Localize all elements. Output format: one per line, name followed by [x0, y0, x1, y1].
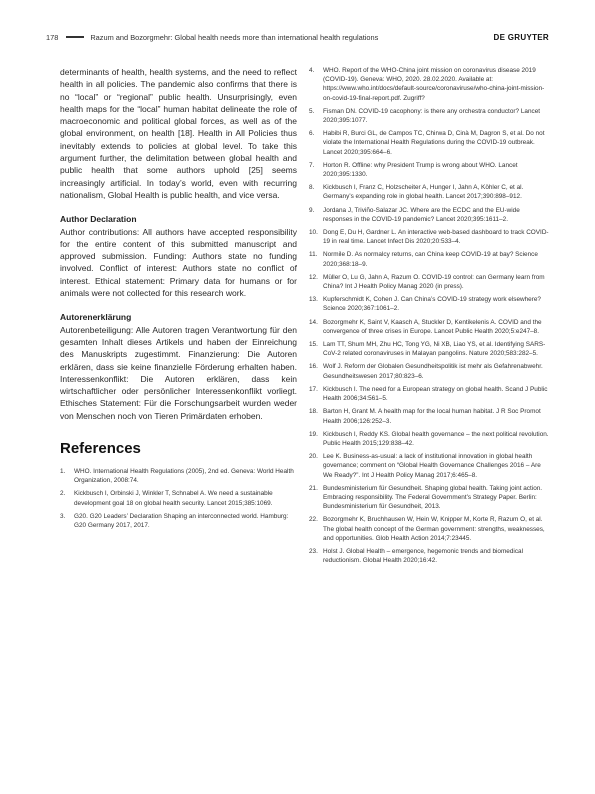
- reference-text: G20. G20 Leaders’ Declaration Shaping an interconnected world. Hamburg: G20 Germany 2017, 2017.: [74, 512, 289, 530]
- reference-number: 22.: [309, 516, 318, 524]
- reference-text: Holst J. Global Health – emergence, hegemonic trends and biomedical reductionism. Global Health 2020;16:42.: [323, 547, 523, 565]
- reference-text: Dong E, Du H, Gardner L. An interactive web-based dashboard to track COVID-19 in real time. Lancet Infect Dis 2020;20:533–4.: [323, 229, 549, 246]
- reference-list-right: [309, 66, 549, 565]
- reference-number: 17.: [309, 385, 318, 393]
- reference-item: [60, 512, 297, 530]
- reference-number: 12.: [309, 273, 318, 281]
- reference-item: [309, 362, 549, 380]
- autorenerklaerung-heading: Autorenerklärung: [60, 312, 132, 323]
- references-heading: References: [60, 440, 141, 458]
- reference-number: 13.: [309, 296, 318, 304]
- reference-number: 6.: [309, 130, 315, 138]
- reference-number: 4.: [309, 67, 315, 74]
- reference-item: [309, 161, 549, 179]
- reference-text: Kickbusch I, Franz C, Holzscheiter A, Hunger I, Jahn A, Köhler C, et al. Germany’s expanding role in global health. Lancet 2017;390:898–912.: [323, 184, 524, 201]
- reference-number: 3.: [60, 512, 66, 520]
- reference-item: [60, 467, 297, 485]
- reference-text: Kickbusch I, Reddy KS. Global health governance – the next political revolution. Public Health 2015;129:838–42.: [323, 430, 549, 447]
- reference-item: [309, 340, 549, 358]
- reference-item: [309, 407, 549, 425]
- publisher-logo: DE GRUYTER: [493, 32, 549, 42]
- reference-number: 11.: [309, 251, 318, 259]
- reference-item: [60, 489, 297, 507]
- reference-item: [309, 547, 549, 565]
- reference-item: [309, 385, 549, 403]
- reference-item: [309, 66, 549, 103]
- reference-text: Lee K. Business-as-usual: a lack of institutional innovation in global health governance; comment on “Global Health Governance Challenges 2016 – Are We Ready?”. Int J Health Policy Manag 2017;6:465–8.: [323, 453, 541, 479]
- reference-number: 1.: [60, 468, 66, 476]
- body-paragraph: determinants of health, health systems, and the need to reflect health in all policies. The pandemic also confirms that there is no “local” or “regional” public health. Unsurprisingly, even health maps for the “local” human habitat delineate the role of macroeconomic and political global forces, as well as of the global environment, on health [18]. Health in All Policies thus inevitably extends to policies at global level. To take this argument further, the delimitation between global health and public health that some authors uphold [25] seems increasingly artificial. In today’s world, even with recurring nationalism, Global Health is public health, and vice versa.: [60, 67, 297, 200]
- reference-text: Bozorgmehr K, Bruchhausen W, Hein W, Knipper M, Korte R, Razum O, et al. The global health concept of the German government: strengths, weaknesses, and opportunities. Glob Health Action 2014;7:23445.: [323, 516, 545, 542]
- reference-number: 9.: [309, 206, 315, 214]
- page-number: 178: [46, 32, 59, 42]
- reference-number: 19.: [309, 430, 318, 438]
- reference-item: [309, 107, 549, 125]
- reference-text: WHO. Report of the WHO-China joint mission on coronavirus disease 2019 (COVID-19). Geneva: WHO, 2020. 28.02.2020. Available at: https://www.who.int/docs/default-source/coronaviruse/who-china-joint-mission-on-covid-19-final-report.pdf. Zugriff?: [323, 67, 545, 102]
- reference-text: Fisman DN. COVID-19 cacophony: is there any orchestra conductor? Lancet 2020;395:1077.: [323, 107, 541, 125]
- author-declaration-heading: Author Declaration: [60, 214, 137, 225]
- reference-item: [309, 318, 549, 336]
- reference-item: [309, 515, 549, 543]
- reference-number: 23.: [309, 547, 318, 555]
- reference-text: Habibi R, Burci GL, de Campos TC, Chirwa D, Cinà M, Dagron S, et al. Do not violate the International Health Regulations during the COVID-19 outbreak. Lancet 2020;395:664–6.: [323, 130, 545, 156]
- reference-number: 10.: [309, 229, 318, 237]
- reference-text: Jordana J, Triviño-Salazar JC. Where are the ECDC and the EU-wide responses in the COVID-19 pandemic? Lancet 2020;395:1611–2.: [323, 206, 520, 223]
- reference-text: Barton H, Grant M. A health map for the local human habitat. J R Soc Promot Health 2006;126:252–3.: [323, 408, 541, 425]
- reference-text: WHO. International Health Regulations (2005), 2nd ed. Geneva: World Health Organization, 2008:74.: [74, 468, 294, 485]
- left-column: [60, 66, 297, 534]
- reference-item: [309, 206, 549, 224]
- header-dash: [66, 36, 84, 38]
- reference-text: Müller O, Lu G, Jahn A, Razum O. COVID-19 control: can Germany learn from China? Int J Health Policy Manag 2020 (in press).: [323, 273, 545, 291]
- autorenerklaerung-text: Autorenbeteiligung: Alle Autoren tragen Verantwortung für den gesamten Inhalt dieses Artikels und haben der Einreichung des Manuskripts zugestimmt. Finanzierung: Die Autoren erklären, dass sie keine finanzielle Förderung erhalten haben. Interessenkonflikt: Die Autoren erklären, dass kein wirtschaftlicher oder persönlicher Interessenkonflikt vorliegt. Ethisches Statement: Für die Forschungsarbeit wurden weder von Menschen noch von Tieren Primärdaten erhoben.: [60, 324, 297, 421]
- reference-text: Bundesministerium für Gesundheit. Shaping global health. Taking joint action. Embracing responsibility. The Federal Government’s Strategy Paper. Berlin: Bundesministerium für Gesundheit, 2013.: [323, 484, 543, 511]
- right-column: [309, 66, 549, 569]
- running-title: Razum and Bozorgmehr: Global health needs more than international health regulations: [90, 32, 379, 42]
- reference-item: [309, 484, 549, 512]
- reference-text: Horton R. Offline: why President Trump is wrong about WHO. Lancet 2020;395:1330.: [323, 161, 518, 179]
- reference-text: Kickbusch I, Orbinski J, Winkler T, Schnabel A. We need a sustainable development goal 18 on global health security. Lancet 2015;385:1069.: [74, 490, 273, 507]
- reference-number: 14.: [309, 318, 318, 326]
- reference-number: 5.: [309, 107, 315, 115]
- reference-text: Normile D. As normalcy returns, can China keep COVID-19 at bay? Science 2020;368:18–9.: [323, 251, 538, 268]
- reference-item: [309, 452, 549, 480]
- reference-number: 7.: [309, 161, 315, 169]
- reference-item: [309, 430, 549, 448]
- reference-item: [309, 129, 549, 157]
- reference-number: 2.: [60, 490, 66, 498]
- running-header: [46, 30, 549, 44]
- reference-item: [309, 273, 549, 291]
- reference-item: [309, 228, 549, 246]
- reference-number: 15.: [309, 341, 318, 349]
- reference-number: 8.: [309, 184, 315, 192]
- reference-number: 18.: [309, 408, 318, 416]
- reference-item: [309, 183, 549, 201]
- reference-item: [309, 250, 549, 268]
- reference-number: 20.: [309, 453, 318, 461]
- author-declaration-text: Author contributions: All authors have accepted responsibility for the entire content of this submitted manuscript and approved submission. Funding: Authors state no funding involved. Conflict of interest: Authors state no conflict of interest. Ethical statement: Primary data for humans or for animals were not collected for this research work.: [60, 226, 297, 299]
- reference-text: Lam TT, Shum MH, Zhu HC, Tong YG, Ni XB, Liao YS, et al. Identifying SARS-CoV-2 related coronaviruses in Malayan pangolins. Nature 2020;583:282–5.: [323, 341, 546, 358]
- reference-number: 21.: [309, 484, 318, 492]
- reference-text: Kupferschmidt K, Cohen J. Can China’s COVID-19 strategy work elsewhere? Science 2020;367:1061–2.: [323, 296, 541, 313]
- reference-text: Wolf J. Reform der Globalen Gesundheitspolitik ist mehr als Gefahrenabwehr. Gesundheitswesen 2017;80:823–6.: [323, 363, 543, 380]
- reference-text: Kickbusch I. The need for a European strategy on global health. Scand J Public Health 2006;34:561–5.: [323, 385, 548, 403]
- reference-number: 16.: [309, 363, 318, 371]
- reference-list-left: [60, 467, 297, 530]
- reference-item: [309, 295, 549, 313]
- reference-text: Bozorgmehr K, Saint V, Kaasch A, Stuckler D, Kentikelenis A. COVID and the convergence of three crises in Europe. Lancet Public Health 2020;5:e247–8.: [323, 318, 542, 335]
